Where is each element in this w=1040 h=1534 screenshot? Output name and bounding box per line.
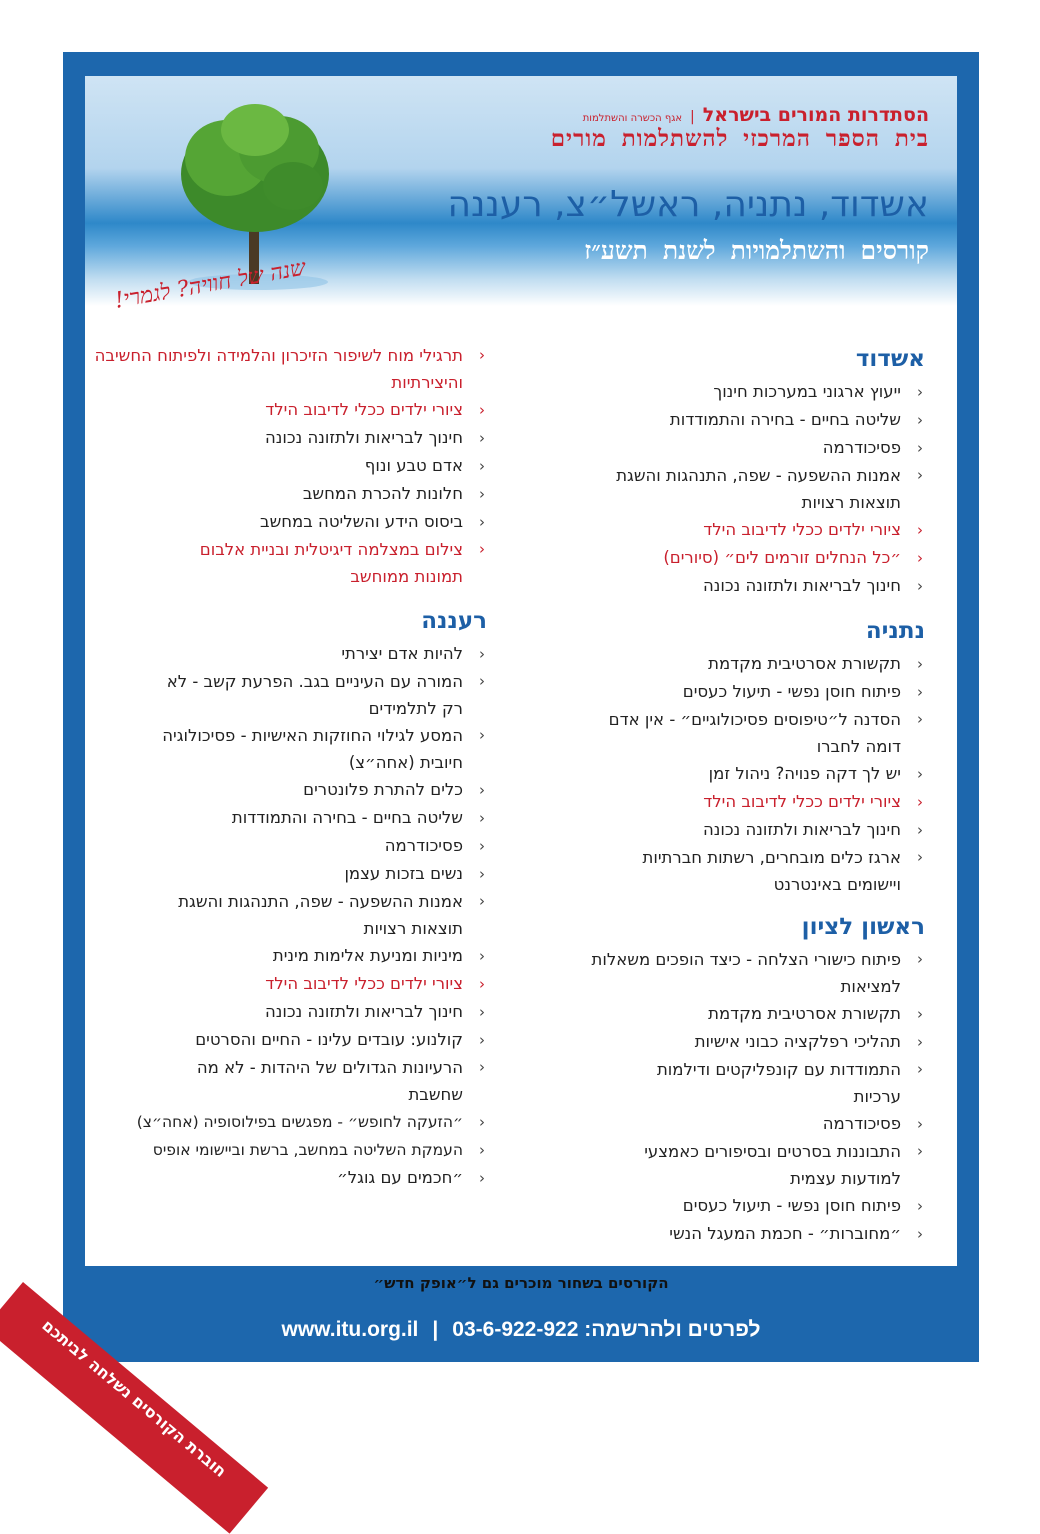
course-item: ‹ תקשורת אסרטיבית מקדמת (485, 1000, 925, 1028)
course-item: ‹ התבוננות בסרטים ובסיפורים כאמצעי למודעות עצמית (591, 1138, 925, 1192)
chevron-icon: ‹ (479, 1058, 485, 1076)
course-item: ‹ אדם טבע ונוף (67, 452, 487, 480)
courses-year-title: קורסים והשתלמויות לשנת תשע״ז (584, 236, 929, 265)
course-item: ‹ ציורי ילדים ככלי לדיבוב הילד (485, 788, 925, 816)
chevron-icon: ‹ (917, 549, 923, 567)
chevron-icon: ‹ (917, 1142, 923, 1160)
organization-name: הסתדרות המורים בישראל (702, 104, 929, 126)
course-item: ‹ פסיכודרמה (485, 434, 925, 462)
chevron-icon: ‹ (917, 1115, 923, 1133)
course-item: ‹ פסיכודרמה (67, 832, 487, 860)
chevron-icon: ‹ (917, 1060, 923, 1078)
website-url[interactable]: www.itu.org.il (281, 1318, 419, 1341)
course-item: ‹ המורה עם העיניים בגב. הפרעת קשב - לא רק לתלמידים (163, 668, 487, 722)
course-list-rishon (485, 946, 925, 1248)
course-item: ‹ תרגילי מוח לשיפור הזיכרון והלמידה ולפיתוח החשיבה והיצירתיות (63, 342, 487, 396)
chevron-icon: ‹ (917, 765, 923, 783)
organization-separator: | (690, 109, 695, 125)
course-item: ‹ ״הזעקה לחופש״ - מפגשים בפילוסופיה (אחה״צ) (67, 1108, 487, 1136)
phone-label: לפרטים ולהרשמה: 03-6-922-922 (452, 1318, 761, 1341)
handwritten-slogan: שנה של חוויה? לגמרי! (112, 255, 308, 314)
organization-line (583, 104, 929, 126)
section-title-raanana: רעננה (421, 608, 487, 634)
course-item: ‹ תקשורת אסרטיבית מקדמת (485, 650, 925, 678)
chevron-icon: ‹ (917, 793, 923, 811)
course-item: ‹ מיניות ומניעת אלימות מינית (67, 942, 487, 970)
chevron-icon: ‹ (479, 781, 485, 799)
course-item: ‹ ״חכמים עם גוגל״ (67, 1164, 487, 1192)
chevron-icon: ‹ (917, 683, 923, 701)
chevron-icon: ‹ (479, 1031, 485, 1049)
course-item: ‹ ציורי ילדים ככלי לדיבוב הילד (67, 396, 487, 424)
course-item: ‹ אמנות ההשפעה - שפה, התנהגות והשגת תוצאות רצויות (133, 888, 487, 942)
course-item: ‹ להיות אדם יצירתי (67, 640, 487, 668)
organization-department: אגף הכשרה והשתלמות (582, 113, 683, 124)
course-item: ‹ ביסוס הידע והשליטה במחשב (67, 508, 487, 536)
course-item: ‹ פיתוח כישורי הצלחה - כיצד הופכים משאלות למציאות (591, 946, 925, 1000)
chevron-icon: ‹ (479, 809, 485, 827)
chevron-icon: ‹ (479, 947, 485, 965)
course-item: ‹ ״מחוברות״ - חכמת המעגל הנשי (485, 1220, 925, 1248)
course-item: ‹ תהליכי רפלקציה כבוני אישיות (485, 1028, 925, 1056)
chevron-icon: ‹ (479, 892, 485, 910)
chevron-icon: ‹ (917, 655, 923, 673)
course-item: ‹ המסע לגילוי החוזקות האישיות - פסיכולוגיה חיובית (אחה״צ) (153, 722, 487, 776)
chevron-icon: ‹ (479, 645, 485, 663)
course-item: ‹ הסדנה ל״טיפוסים פסיכולוגיים״ - אין אדם דומה לחברו (601, 706, 925, 760)
course-item: ‹ הרעיונות הגדולים של היהדות - לא מה שחשבת (173, 1054, 487, 1108)
section-rishon (485, 912, 925, 1248)
chevron-icon: ‹ (479, 1113, 485, 1131)
course-item: ‹ ייעוץ ארגוני במערכות חינוך (485, 378, 925, 406)
chevron-icon: ‹ (917, 466, 923, 484)
chevron-icon: ‹ (479, 457, 485, 475)
course-item: ‹ נשים בזכות עצמן (67, 860, 487, 888)
chevron-icon: ‹ (917, 439, 923, 457)
course-item: ‹ פסיכודרמה (485, 1110, 925, 1138)
poster-frame (38, 52, 979, 1481)
chevron-icon: ‹ (917, 848, 923, 866)
chevron-icon: ‹ (917, 411, 923, 429)
cities-title: אשדוד, נתניה, ראשל״צ, רעננה (447, 184, 929, 225)
course-item: ‹ פיתוח חוסן נפשי - תיעול כעסים (485, 1192, 925, 1220)
course-item: ‹ חינוך לבריאות ולתזונה נכונה (67, 424, 487, 452)
section-title-netanya: נתניה (865, 618, 925, 644)
course-item: ‹ התמודדות עם קונפליקטים ודילמות ערכיות (651, 1056, 925, 1110)
course-list-netanya (485, 650, 925, 898)
corner-ribbon: חוברת הקורסים נשלחה לביתכם (0, 1282, 268, 1534)
chevron-icon: ‹ (479, 513, 485, 531)
chevron-icon: ‹ (479, 1141, 485, 1159)
chevron-icon: ‹ (479, 837, 485, 855)
section-ashdod (485, 344, 925, 600)
chevron-icon: ‹ (479, 346, 485, 364)
footer-separator: | (432, 1318, 439, 1341)
chevron-icon: ‹ (917, 1197, 923, 1215)
chevron-icon: ‹ (479, 975, 485, 993)
course-item: ‹ שליטה בחיים - בחירה והתמודדות (485, 406, 925, 434)
course-item: ‹ ארגז כלים מובחרים, רשתות חברתיות ויישומים באינטרנט (641, 844, 925, 898)
right-column (485, 344, 925, 1248)
course-item: ‹ פיתוח חוסן נפשי - תיעול כעסים (485, 678, 925, 706)
accreditation-note: הקורסים בשחור מוכרים גם ל״אופק חדש״ (373, 1274, 669, 1292)
course-item: ‹ קולנוע: עובדים עלינו - החיים והסרטים (67, 1026, 487, 1054)
course-list-ashdod (485, 378, 925, 600)
chevron-icon: ‹ (917, 383, 923, 401)
chevron-icon: ‹ (479, 485, 485, 503)
course-item: ‹ חינוך לבריאות ולתזונה נכונה (485, 572, 925, 600)
chevron-icon: ‹ (917, 1225, 923, 1243)
chevron-icon: ‹ (479, 540, 485, 558)
course-item: ‹ שליטה בחיים - בחירה והתמודדות (67, 804, 487, 832)
section-title-rishon: ראשון לציון (801, 914, 925, 940)
chevron-icon: ‹ (917, 1005, 923, 1023)
chevron-icon: ‹ (917, 521, 923, 539)
section-title-ashdod: אשדוד (855, 346, 925, 372)
chevron-icon: ‹ (479, 1003, 485, 1021)
course-item: ‹ ציורי ילדים ככלי לדיבוב הילד (67, 970, 487, 998)
course-item: ‹ חינוך לבריאות ולתזונה נכונה (485, 816, 925, 844)
chevron-icon: ‹ (917, 821, 923, 839)
course-item: ‹ ״כל הנחלים זורמים לים״ (סיורים) (485, 544, 925, 572)
chevron-icon: ‹ (917, 950, 923, 968)
chevron-icon: ‹ (479, 726, 485, 744)
course-item: ‹ יש לך דקה פנויה? ניהול זמן (485, 760, 925, 788)
chevron-icon: ‹ (479, 1169, 485, 1187)
chevron-icon: ‹ (917, 710, 923, 728)
chevron-icon: ‹ (917, 577, 923, 595)
chevron-icon: ‹ (479, 865, 485, 883)
chevron-icon: ‹ (479, 672, 485, 690)
course-item: ‹ העמקת השליטה במחשב, ברשת וביישומי אופיס (67, 1136, 487, 1164)
course-item: ‹ ציורי ילדים ככלי לדיבוב הילד (485, 516, 925, 544)
ribbon-clip (38, 52, 363, 1481)
course-item: ‹ חלונות להכרת המחשב (67, 480, 487, 508)
course-item: ‹ אמנות ההשפעה - שפה, התנהגות והשגת תוצאות רצויות (601, 462, 925, 516)
course-item: ‹ צילום במצלמה דיגיטלית ובניית אלבום תמונות ממוחשב (193, 536, 487, 590)
course-item: ‹ חינוך לבריאות ולתזונה נכונה (67, 998, 487, 1026)
chevron-icon: ‹ (479, 429, 485, 447)
school-name: בית הספר המרכזי להשתלמות מורים (550, 126, 929, 152)
chevron-icon: ‹ (917, 1033, 923, 1051)
section-netanya (485, 616, 925, 898)
course-item: ‹ כלים להתרת פלונטרים (67, 776, 487, 804)
chevron-icon: ‹ (479, 401, 485, 419)
